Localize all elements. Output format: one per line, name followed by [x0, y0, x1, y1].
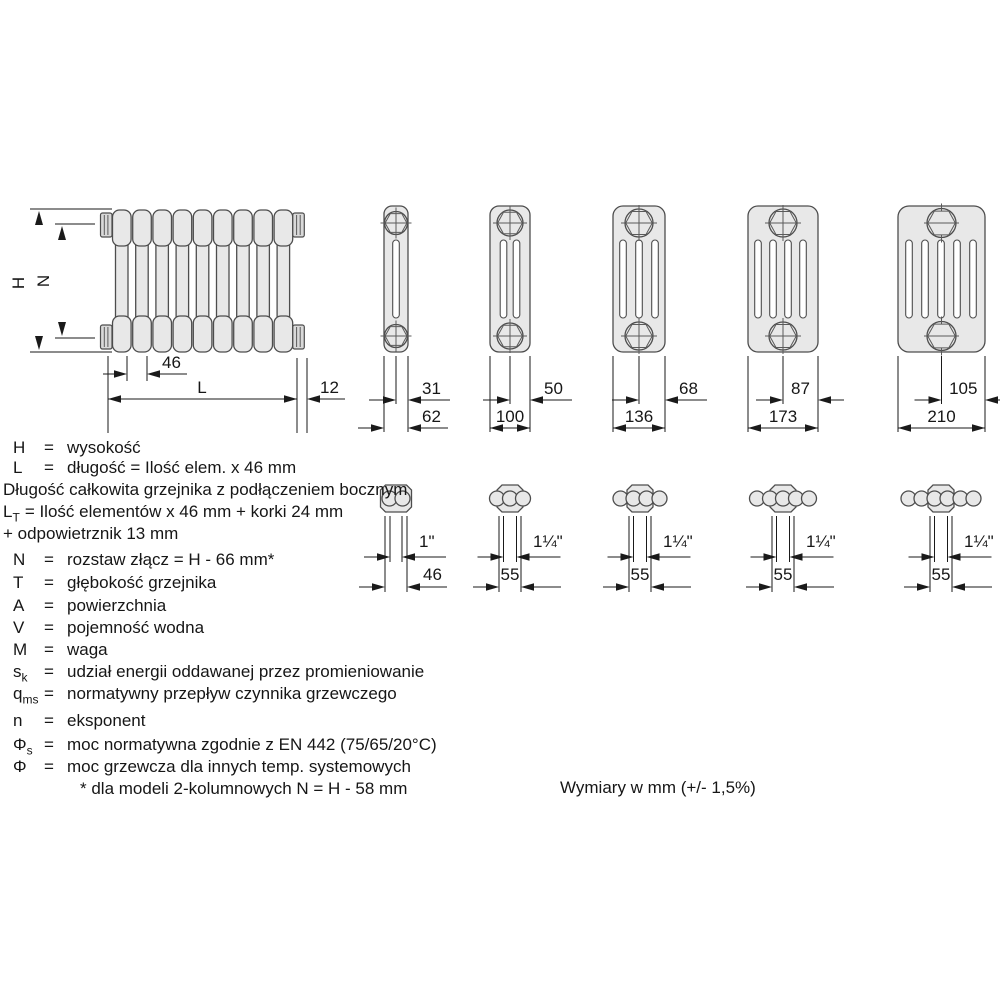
legend-equals: =: [44, 573, 54, 592]
front-radiator: [101, 210, 305, 352]
legend-symbol: Φ: [13, 735, 27, 754]
legend-equals: =: [44, 711, 54, 730]
legend-symbol-sub: ms: [22, 692, 39, 707]
legend-description: głębokość grzejnika: [67, 573, 217, 592]
side-view-3-col: [490, 206, 530, 353]
top-view-5-col: [750, 485, 817, 512]
legend-equals: =: [44, 662, 54, 681]
height-dimensions: [9, 209, 112, 352]
legend-row-l: [0, 458, 296, 480]
legend-symbol: s: [13, 662, 22, 681]
legend-description: rozstaw złącz = H - 66 mm*: [67, 550, 275, 569]
full-depth-dim-label: 210: [927, 407, 956, 426]
hub-width-dim-label: 55: [931, 565, 951, 584]
legend-text: + odpowietrznik 13 mm: [3, 524, 179, 543]
legend-symbol: A: [13, 596, 25, 615]
legend-symbol: M: [13, 640, 28, 659]
legend-row-n-exp: [0, 711, 145, 733]
legend-description: pojemność wodna: [67, 618, 205, 637]
top-view-6-col: [901, 485, 981, 512]
element-pitch-dim-label: 46: [162, 353, 181, 372]
side-view-dims-2-col: [358, 356, 450, 432]
legend-description: wysokość: [67, 438, 141, 457]
connection-size-label: 1¼": [964, 532, 994, 551]
legend-row-n: [0, 550, 274, 572]
top-view-3-col: [490, 485, 531, 512]
hub-width-dim-label: 55: [773, 565, 793, 584]
legend-equals: =: [44, 757, 54, 776]
connection-size-label: 1": [419, 532, 435, 551]
legend-description: powierzchnia: [67, 596, 167, 615]
side-view-2-col: [381, 206, 412, 352]
legend-symbol: V: [13, 618, 25, 637]
legend-description: moc normatywna zgodnie z EN 442 (75/65/20°C): [67, 735, 437, 754]
legend-row-t: [0, 573, 216, 595]
legend-equals: =: [44, 596, 54, 615]
side-view-dims-4-col: [612, 356, 707, 432]
legend-symbol-sub: k: [21, 670, 28, 685]
legend-symbol-sub: s: [26, 743, 33, 758]
legend-row-h: [0, 438, 141, 460]
legend-symbol: q: [13, 684, 23, 703]
legend-note-total-length: [0, 480, 407, 502]
legend-description: udział energii oddawanej przez promieniowanie: [67, 662, 425, 681]
top-view-4-col: [613, 485, 667, 512]
side-view-dims-5-col: [748, 356, 844, 432]
half-depth-dim-label: 87: [791, 379, 810, 398]
legend-row-v: [0, 618, 204, 640]
legend-description: normatywny przepływ czynnika grzewczego: [67, 684, 397, 703]
side-connection-dim-label: 12: [320, 378, 339, 397]
legend-equals: =: [44, 438, 54, 457]
half-depth-dim-label: 31: [422, 379, 441, 398]
top-view-dims-3-col: [473, 516, 563, 592]
full-depth-dim-label: 136: [624, 407, 654, 426]
legend-text: = Ilość elementów x 46 mm + korki 24 mm: [24, 502, 344, 521]
legend-row-sk: [0, 662, 424, 684]
legend-row-m: [0, 640, 108, 662]
legend-equals: =: [44, 458, 54, 477]
connection-spacing-dim-label: N: [34, 274, 53, 288]
top-view-dims-5-col: [746, 516, 836, 592]
connection-size-label: 1¼": [663, 532, 693, 551]
half-depth-dim-label: 68: [679, 379, 698, 398]
legend-row-a: [0, 596, 166, 618]
legend-description: waga: [67, 640, 108, 659]
hub-width-dim-label: 55: [630, 565, 650, 584]
legend-description: długość = Ilość elem. x 46 mm: [67, 458, 297, 477]
legend-row-phi: [0, 757, 411, 779]
hub-width-dim-label: 55: [500, 565, 520, 584]
half-depth-dim-label: 50: [544, 379, 563, 398]
dimensions-unit-note: Wymiary w mm (+/- 1,5%): [560, 778, 756, 797]
legend-text: * dla modeli 2-kolumnowych N = H - 58 mm: [80, 779, 408, 798]
hub-width-dim-label: 46: [423, 565, 442, 584]
legend-symbol: T: [13, 573, 24, 592]
full-depth-dim-label: 62: [422, 407, 441, 426]
legend-equals: =: [44, 684, 54, 703]
legend-equals: =: [44, 735, 54, 754]
full-depth-dim-label: 173: [768, 407, 798, 426]
legend-description: eksponent: [67, 711, 146, 730]
legend-equals: =: [44, 618, 54, 637]
legend-footnote-2col: [0, 779, 407, 801]
top-view-dims-6-col: [904, 516, 994, 592]
side-view-4-col: [613, 205, 665, 354]
connection-size-label: 1¼": [533, 532, 563, 551]
top-view-dims-2-col: [359, 516, 447, 592]
legend-equals: =: [44, 640, 54, 659]
height-dim-label: H: [9, 276, 28, 290]
half-depth-dim-label: 105: [949, 379, 978, 398]
legend-row-qms: [0, 684, 397, 706]
legend-symbol: N: [13, 550, 26, 569]
legend-symbol-sub: T: [12, 510, 20, 525]
legend-symbol: L: [3, 502, 13, 521]
side-view-5-col: [748, 205, 818, 354]
top-view-dims-4-col: [603, 516, 693, 592]
length-dim-label: L: [197, 378, 207, 397]
legend-symbol: L: [13, 458, 23, 477]
legend-symbol: H: [13, 438, 26, 457]
connection-size-label: 1¼": [806, 532, 836, 551]
legend-equals: =: [44, 550, 54, 569]
legend-symbol: Φ: [13, 757, 27, 776]
side-view-6-col: [898, 204, 985, 356]
front-bottom-dimensions: [103, 353, 345, 433]
full-depth-dim-label: 100: [495, 407, 525, 426]
legend-row-lt: [0, 502, 343, 524]
legend-note-air-vent: [0, 524, 178, 546]
legend-description: moc grzewcza dla innych temp. systemowych: [67, 757, 411, 776]
legend-text: Długość całkowita grzejnika z podłączeniem bocznym: [3, 480, 408, 499]
side-view-dims-3-col: [483, 356, 572, 432]
side-view-dims-6-col: [898, 356, 1000, 432]
legend-row-phi-s: [0, 735, 437, 757]
legend-symbol: n: [13, 711, 23, 730]
